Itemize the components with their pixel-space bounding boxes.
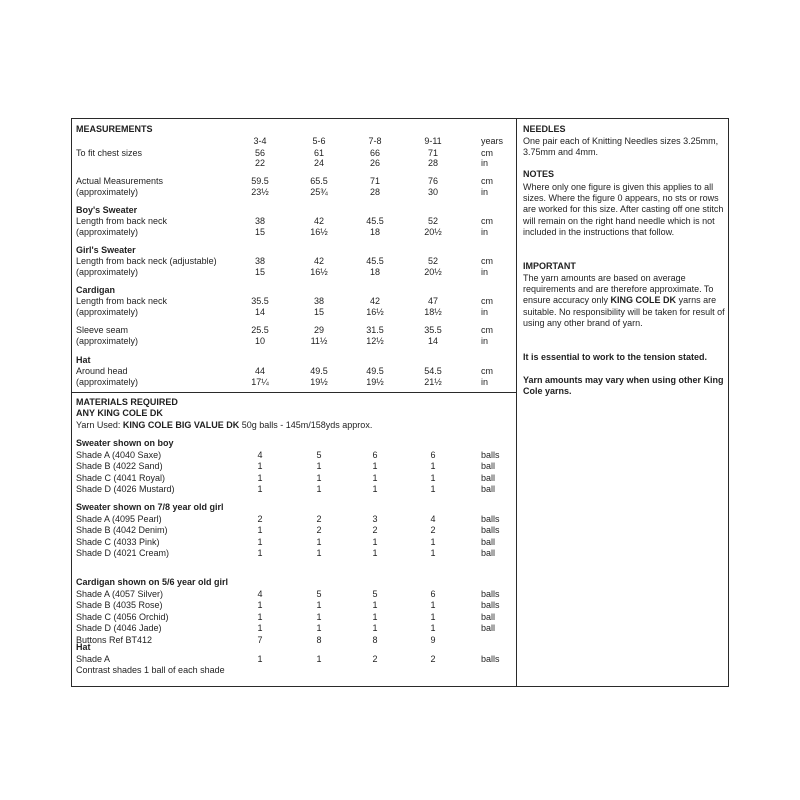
size-header: 3-4 <box>253 136 267 146</box>
material-unit: balls <box>481 653 500 664</box>
measurement-label: Around head <box>76 366 128 376</box>
measurement-unit: in <box>481 377 489 387</box>
material-quantity: 1 <box>257 600 263 611</box>
material-quantity: 1 <box>372 600 378 611</box>
material-quantity: 2 <box>372 525 378 536</box>
measurement-value: 19½ <box>366 377 384 387</box>
material-unit: ball <box>481 461 496 472</box>
material-quantity: 1 <box>372 548 378 559</box>
measurement-label: Actual Measurements <box>76 176 164 186</box>
measurement-label: (approximately) <box>76 336 139 346</box>
material-quantity: 4 <box>257 449 263 460</box>
measurement-value: 14 <box>254 307 266 317</box>
measurement-unit: in <box>481 336 489 346</box>
material-quantity: 1 <box>316 472 322 483</box>
measurement-label: Length from back neck <box>76 216 168 226</box>
measurement-value: 16½ <box>310 267 328 277</box>
measurement-value: 24 <box>313 158 325 168</box>
yarn-used-prefix: Yarn Used: <box>76 420 121 430</box>
measurement-value: 16½ <box>366 307 384 317</box>
measurement-section-title: Cardigan <box>76 285 116 295</box>
material-label: Shade C (4056 Orchid) <box>76 611 169 622</box>
measurement-value: 20½ <box>424 267 442 277</box>
material-quantity: 6 <box>430 588 436 599</box>
measurement-unit: in <box>481 307 489 317</box>
material-quantity: 1 <box>430 484 436 495</box>
measurement-unit: in <box>481 187 489 197</box>
material-quantity: 8 <box>372 634 378 645</box>
measurement-unit: in <box>481 227 489 237</box>
measurement-value: 38 <box>254 216 266 226</box>
variation-note: Yarn amounts may vary when using other King Cole yarns. <box>523 375 724 397</box>
material-label: Shade D (4021 Cream) <box>76 548 170 559</box>
measurement-label: (approximately) <box>76 267 139 277</box>
measurement-label: (approximately) <box>76 187 139 197</box>
material-group-title: Cardigan shown on 5/6 year old girl <box>76 577 229 587</box>
measurement-value: 15 <box>254 227 266 237</box>
measurement-value: 23½ <box>251 187 269 197</box>
measurement-label: (approximately) <box>76 377 139 387</box>
notes-text: Where only one figure is given this applies to all sizes. Where the figure 0 appears, no sts or rows are worked for this size. After casting off one stitch will remain on the right hand needle which is not included in the instructions that follow. <box>523 182 724 237</box>
measurement-value: 45.5 <box>366 216 384 226</box>
material-quantity: 5 <box>372 588 378 599</box>
important-text-before: The yarn amounts are based on average requirements and are therefore approximate. To ensure accuracy only <box>523 273 714 306</box>
measurement-value: 49.5 <box>366 366 384 376</box>
measurement-value: 14 <box>427 336 439 346</box>
measurement-section-title: Girl's Sweater <box>76 245 136 255</box>
material-unit: balls <box>481 449 500 460</box>
measurement-label: Length from back neck (adjustable) <box>76 256 217 266</box>
material-quantity: 2 <box>257 513 263 524</box>
material-quantity: 1 <box>372 484 378 495</box>
measurement-value: 66 <box>369 148 381 158</box>
measurement-value: 26 <box>369 158 381 168</box>
measurement-unit: cm <box>481 176 493 186</box>
material-quantity: 1 <box>316 600 322 611</box>
material-unit: ball <box>481 472 496 483</box>
material-group-title: Sweater shown on 7/8 year old girl <box>76 502 224 512</box>
material-quantity: 2 <box>430 525 436 536</box>
material-label: Shade A (4095 Pearl) <box>76 513 162 524</box>
material-unit: ball <box>481 611 496 622</box>
measurement-unit: in <box>481 267 489 277</box>
measurement-value: 71 <box>369 176 381 186</box>
material-group-title: Sweater shown on boy <box>76 438 174 448</box>
material-quantity: 1 <box>316 623 322 634</box>
material-label: Shade A (4040 Saxe) <box>76 449 162 460</box>
measurement-value: 76 <box>427 176 439 186</box>
material-label: Shade B (4042 Denim) <box>76 525 168 536</box>
material-label: Shade B (4035 Rose) <box>76 600 163 611</box>
important-text-after: yarns are suitable. No responsibility will be taken for result of using any other brand of yarn. <box>523 295 725 328</box>
material-label: Shade D (4046 Jade) <box>76 623 162 634</box>
material-label: Shade C (4033 Pink) <box>76 536 160 547</box>
measurement-unit: cm <box>481 148 493 158</box>
measurement-value: 18½ <box>424 307 442 317</box>
measurement-value: 56 <box>254 148 266 158</box>
measurement-value: 16½ <box>310 227 328 237</box>
material-quantity: 2 <box>316 513 322 524</box>
measurement-value: 18 <box>369 267 381 277</box>
column-divider <box>516 118 517 687</box>
material-quantity: 1 <box>430 461 436 472</box>
measurement-label: Length from back neck <box>76 296 168 306</box>
material-quantity: 9 <box>430 634 436 645</box>
material-quantity: 1 <box>430 623 436 634</box>
measurement-value: 45.5 <box>366 256 384 266</box>
measurement-value: 17¼ <box>251 377 269 387</box>
important-text <box>523 273 726 329</box>
important-brand: KING COLE DK <box>610 295 677 306</box>
material-quantity: 1 <box>316 536 322 547</box>
material-unit: ball <box>481 536 496 547</box>
measurement-unit: cm <box>481 256 493 266</box>
measurement-value: 31.5 <box>366 325 384 335</box>
measurement-label: To fit chest sizes <box>76 148 143 158</box>
measurement-value: 10 <box>254 336 266 346</box>
measurement-value: 71 <box>427 148 439 158</box>
material-unit: ball <box>481 548 496 559</box>
measurement-value: 59.5 <box>251 176 269 186</box>
needles-text: One pair each of Knitting Needles sizes 3.25mm, 3.75mm and 4mm. <box>523 136 719 158</box>
material-quantity: 3 <box>372 513 378 524</box>
measurement-unit: cm <box>481 216 493 226</box>
measurement-value: 35.5 <box>424 325 442 335</box>
measurement-unit: cm <box>481 366 493 376</box>
material-unit: ball <box>481 623 496 634</box>
yarn-name: KING COLE BIG VALUE DK <box>122 420 240 430</box>
measurement-value: 28 <box>369 187 381 197</box>
material-quantity: 1 <box>372 536 378 547</box>
measurement-value: 38 <box>254 256 266 266</box>
material-quantity: 1 <box>257 461 263 472</box>
material-quantity: 6 <box>372 449 378 460</box>
material-unit: ball <box>481 484 496 495</box>
measurement-value: 29 <box>313 325 325 335</box>
material-quantity: 4 <box>430 513 436 524</box>
material-quantity: 1 <box>430 472 436 483</box>
measurement-value: 12½ <box>366 336 384 346</box>
material-quantity: 1 <box>316 461 322 472</box>
measurement-value: 28 <box>427 158 439 168</box>
measurement-label: (approximately) <box>76 307 139 317</box>
material-label: Shade A (4057 Silver) <box>76 588 164 599</box>
material-quantity: 1 <box>257 525 263 536</box>
measurement-value: 52 <box>427 256 439 266</box>
measurements-heading: MEASUREMENTS <box>76 124 153 134</box>
material-quantity: 1 <box>372 472 378 483</box>
measurement-unit: cm <box>481 325 493 335</box>
material-quantity: 1 <box>257 484 263 495</box>
measurement-value: 22 <box>254 158 266 168</box>
measurement-value: 61 <box>313 148 325 158</box>
material-label: Buttons Ref BT412 <box>76 634 153 645</box>
size-header: 9-11 <box>424 136 442 146</box>
measurement-value: 11½ <box>310 336 328 346</box>
material-quantity: 1 <box>430 611 436 622</box>
measurement-value: 47 <box>427 296 439 306</box>
material-unit: balls <box>481 525 500 536</box>
yarn-used-line <box>76 420 372 431</box>
material-quantity: 1 <box>257 653 263 664</box>
material-quantity: 1 <box>257 472 263 483</box>
material-label: Contrast shades 1 ball of each shade <box>76 665 225 676</box>
material-quantity: 1 <box>372 461 378 472</box>
material-quantity: 2 <box>430 653 436 664</box>
material-quantity: 4 <box>257 588 263 599</box>
material-quantity: 1 <box>316 484 322 495</box>
measurement-value: 42 <box>313 256 325 266</box>
material-quantity: 1 <box>316 548 322 559</box>
needles-heading: NEEDLES <box>523 124 566 134</box>
measurement-value: 15 <box>313 307 325 317</box>
notes-heading: NOTES <box>523 169 555 179</box>
measurement-value: 49.5 <box>310 366 328 376</box>
material-quantity: 2 <box>316 525 322 536</box>
material-quantity: 1 <box>372 611 378 622</box>
material-label: Shade A <box>76 653 111 664</box>
measurement-value: 19½ <box>310 377 328 387</box>
size-header: 7-8 <box>368 136 382 146</box>
material-quantity: 1 <box>257 611 263 622</box>
material-quantity: 1 <box>316 653 322 664</box>
material-quantity: 6 <box>430 449 436 460</box>
measurement-value: 18 <box>369 227 381 237</box>
material-quantity: 1 <box>430 548 436 559</box>
material-quantity: 2 <box>372 653 378 664</box>
measurement-value: 21½ <box>424 377 442 387</box>
material-unit: balls <box>481 513 500 524</box>
measurement-value: 25.5 <box>251 325 269 335</box>
measurement-label: (approximately) <box>76 227 139 237</box>
measurement-unit: in <box>481 158 489 168</box>
measurement-value: 15 <box>254 267 266 277</box>
material-label: Shade D (4026 Mustard) <box>76 484 175 495</box>
measurement-value: 65.5 <box>310 176 328 186</box>
yarn-details: 50g balls - 145m/158yds approx. <box>241 420 373 430</box>
material-quantity: 8 <box>316 634 322 645</box>
important-heading: IMPORTANT <box>523 261 576 271</box>
material-quantity: 1 <box>430 536 436 547</box>
measurement-section-title: Boy's Sweater <box>76 205 138 215</box>
material-label: Shade B (4022 Sand) <box>76 461 163 472</box>
measurement-value: 25¾ <box>310 187 328 197</box>
material-quantity: 5 <box>316 449 322 460</box>
measurement-section-title: Hat <box>76 355 91 365</box>
measurement-value: 42 <box>369 296 381 306</box>
material-quantity: 1 <box>257 623 263 634</box>
material-unit: balls <box>481 588 500 599</box>
measurement-unit: cm <box>481 296 493 306</box>
material-unit: balls <box>481 600 500 611</box>
material-quantity: 1 <box>316 611 322 622</box>
measurement-value: 44 <box>254 366 266 376</box>
material-quantity: 1 <box>430 600 436 611</box>
material-group-title: Hat <box>76 642 91 652</box>
measurement-value: 20½ <box>424 227 442 237</box>
material-quantity: 7 <box>257 634 263 645</box>
tension-note: It is essential to work to the tension stated. <box>523 352 708 362</box>
measurement-value: 35.5 <box>251 296 269 306</box>
material-quantity: 5 <box>316 588 322 599</box>
size-header: 5-6 <box>312 136 326 146</box>
materials-subheading: ANY KING COLE DK <box>76 408 163 418</box>
material-quantity: 1 <box>257 536 263 547</box>
materials-heading: MATERIALS REQUIRED <box>76 397 178 407</box>
measurement-value: 54.5 <box>424 366 442 376</box>
measurement-label: Sleeve seam <box>76 325 129 335</box>
measurement-value: 38 <box>313 296 325 306</box>
measurement-value: 42 <box>313 216 325 226</box>
material-quantity: 1 <box>372 623 378 634</box>
measurement-value: 52 <box>427 216 439 226</box>
material-quantity: 1 <box>257 548 263 559</box>
section-divider <box>71 392 517 393</box>
material-label: Shade C (4041 Royal) <box>76 472 166 483</box>
size-unit-header: years <box>481 136 504 146</box>
measurement-value: 30 <box>427 187 439 197</box>
